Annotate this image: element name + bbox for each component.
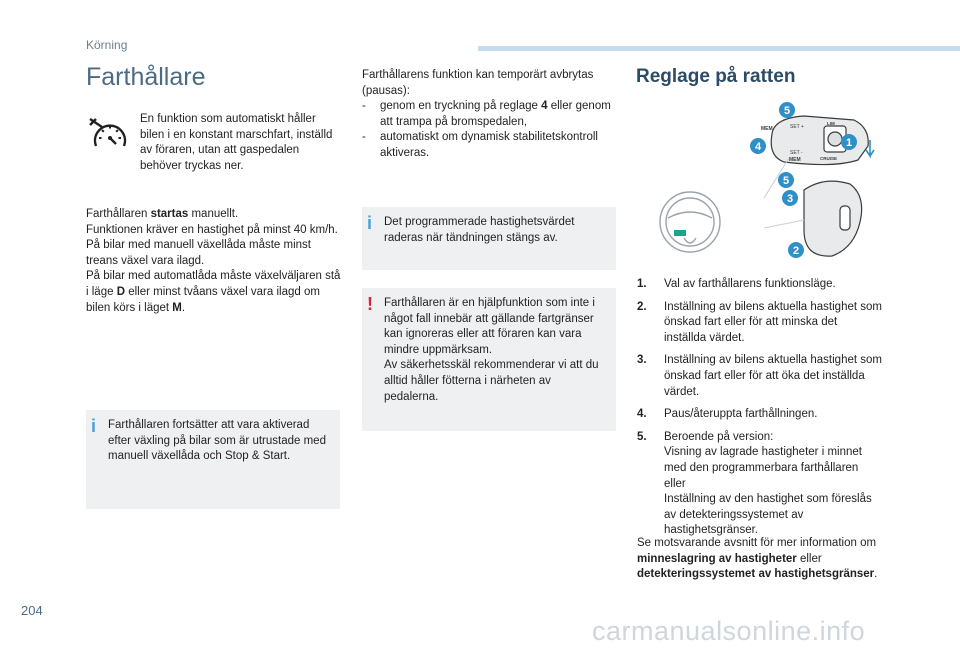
set-plus-label: SET + [790,124,804,130]
warning-note: ! Farthållaren är en hjälpfunktion som inte i något fall innebär att gällande fartgränser kan ignoreras eller att föraren kan vara mindre uppmärksam. Av säkerhetsskäl rekommenderar vi att du alltid håller fötterna i närheten av pedalerna. [362,288,616,431]
svg-text:1: 1 [845,137,853,149]
badge-5-top [779,102,795,118]
steering-wheel-controls-figure [654,98,884,268]
info-icon: i [367,213,373,233]
list-item: - genom en tryckning på reglage 4 eller genom att trampa på bromspedalen, [362,99,618,130]
start-info: Farthållaren startas manuellt. Funktionen kräver en hastighet på minst 40 km/h. På bilar med manuell växellåda måste minst treans växel vara ilagd. På bilar med automatlåda måste växelväljaren stå i läge D eller minst tvåans växel vara ilagd om bilen körs i läget M. [86,208,341,314]
cruise-control-icon [88,116,132,160]
info-icon: i [91,416,97,436]
badge-4 [750,138,766,154]
list-item: 2. Inställning av bilens aktuella hastighet som önskad fart eller för att minska det inställda värdet. [637,300,882,344]
watermark: carmanualsonline.info [592,616,866,646]
badge-2 [788,242,804,258]
list-item: 1. Val av farthållarens funktionsläge. [637,278,836,290]
set-minus-label: SET - [790,150,803,156]
info-note-ignition: i Det programmerade hastighetsvärdet raderas när tändningen stängs av. [362,207,616,270]
control-list [637,277,882,546]
steering-wheel-icon [660,192,720,252]
section-label: Körning [86,38,128,52]
list-item: 4. Paus/återuppta farthållningen. [637,408,818,421]
svg-text:2: 2 [792,245,800,257]
badge-3 [782,190,798,206]
reference-text: Se motsvarande avsnitt för mer information om minneslagring av hastigheter eller detekteringssystemet av hastighetsgränser. [637,537,878,581]
svg-text:5: 5 [783,105,791,117]
page-number: 204 [21,603,43,618]
list-item: - automatiskt om dynamisk stabilitetskontroll aktiveras. [362,130,618,161]
mem-label-lower: MEM [789,157,801,163]
list-item: 3. Inställning av bilens aktuella hastighet som önskad fart eller för att öka det inställda värdet. [637,354,882,398]
mem-label: MEM [761,126,773,132]
page-title: Farthållare [86,63,206,91]
header-bar [478,46,960,51]
section-title: Reglage på ratten [636,66,796,87]
warning-icon: ! [367,294,373,314]
cruise-label: CRUISE [820,156,838,161]
control-stalk-side [804,181,862,256]
badge-5-lower [778,172,794,188]
lim-label: LIM [827,121,835,126]
list-item: 5. Beroende på version: Visning av lagrade hastigheter i minnet med den programmerbara farthållaren eller Inställning av den hastighet som föreslås av detekteringssystemet av hastighetsgränser. [637,430,872,537]
intro-text: En funktion som automatiskt håller bilen i en konstant marschfart, inställd av föraren, utan att gaspedalen behöver tryckas ner. [140,113,333,172]
svg-text:3: 3 [786,193,794,205]
svg-text:5: 5 [782,175,790,187]
svg-text:4: 4 [754,141,762,153]
pause-info: Farthållarens funktion kan temporärt avbrytas (pausas): - genom en tryckning på reglage 4 eller genom att trampa på bromspedalen, - automatiskt om dynamisk stabilitetskontroll aktiveras. [362,68,618,162]
badge-1 [841,134,857,150]
info-note-stop-start: i Farthållaren fortsätter att vara aktiverad efter växling på bilar som är utrustade med manuell växellåda och Stop & Start. [86,410,340,509]
